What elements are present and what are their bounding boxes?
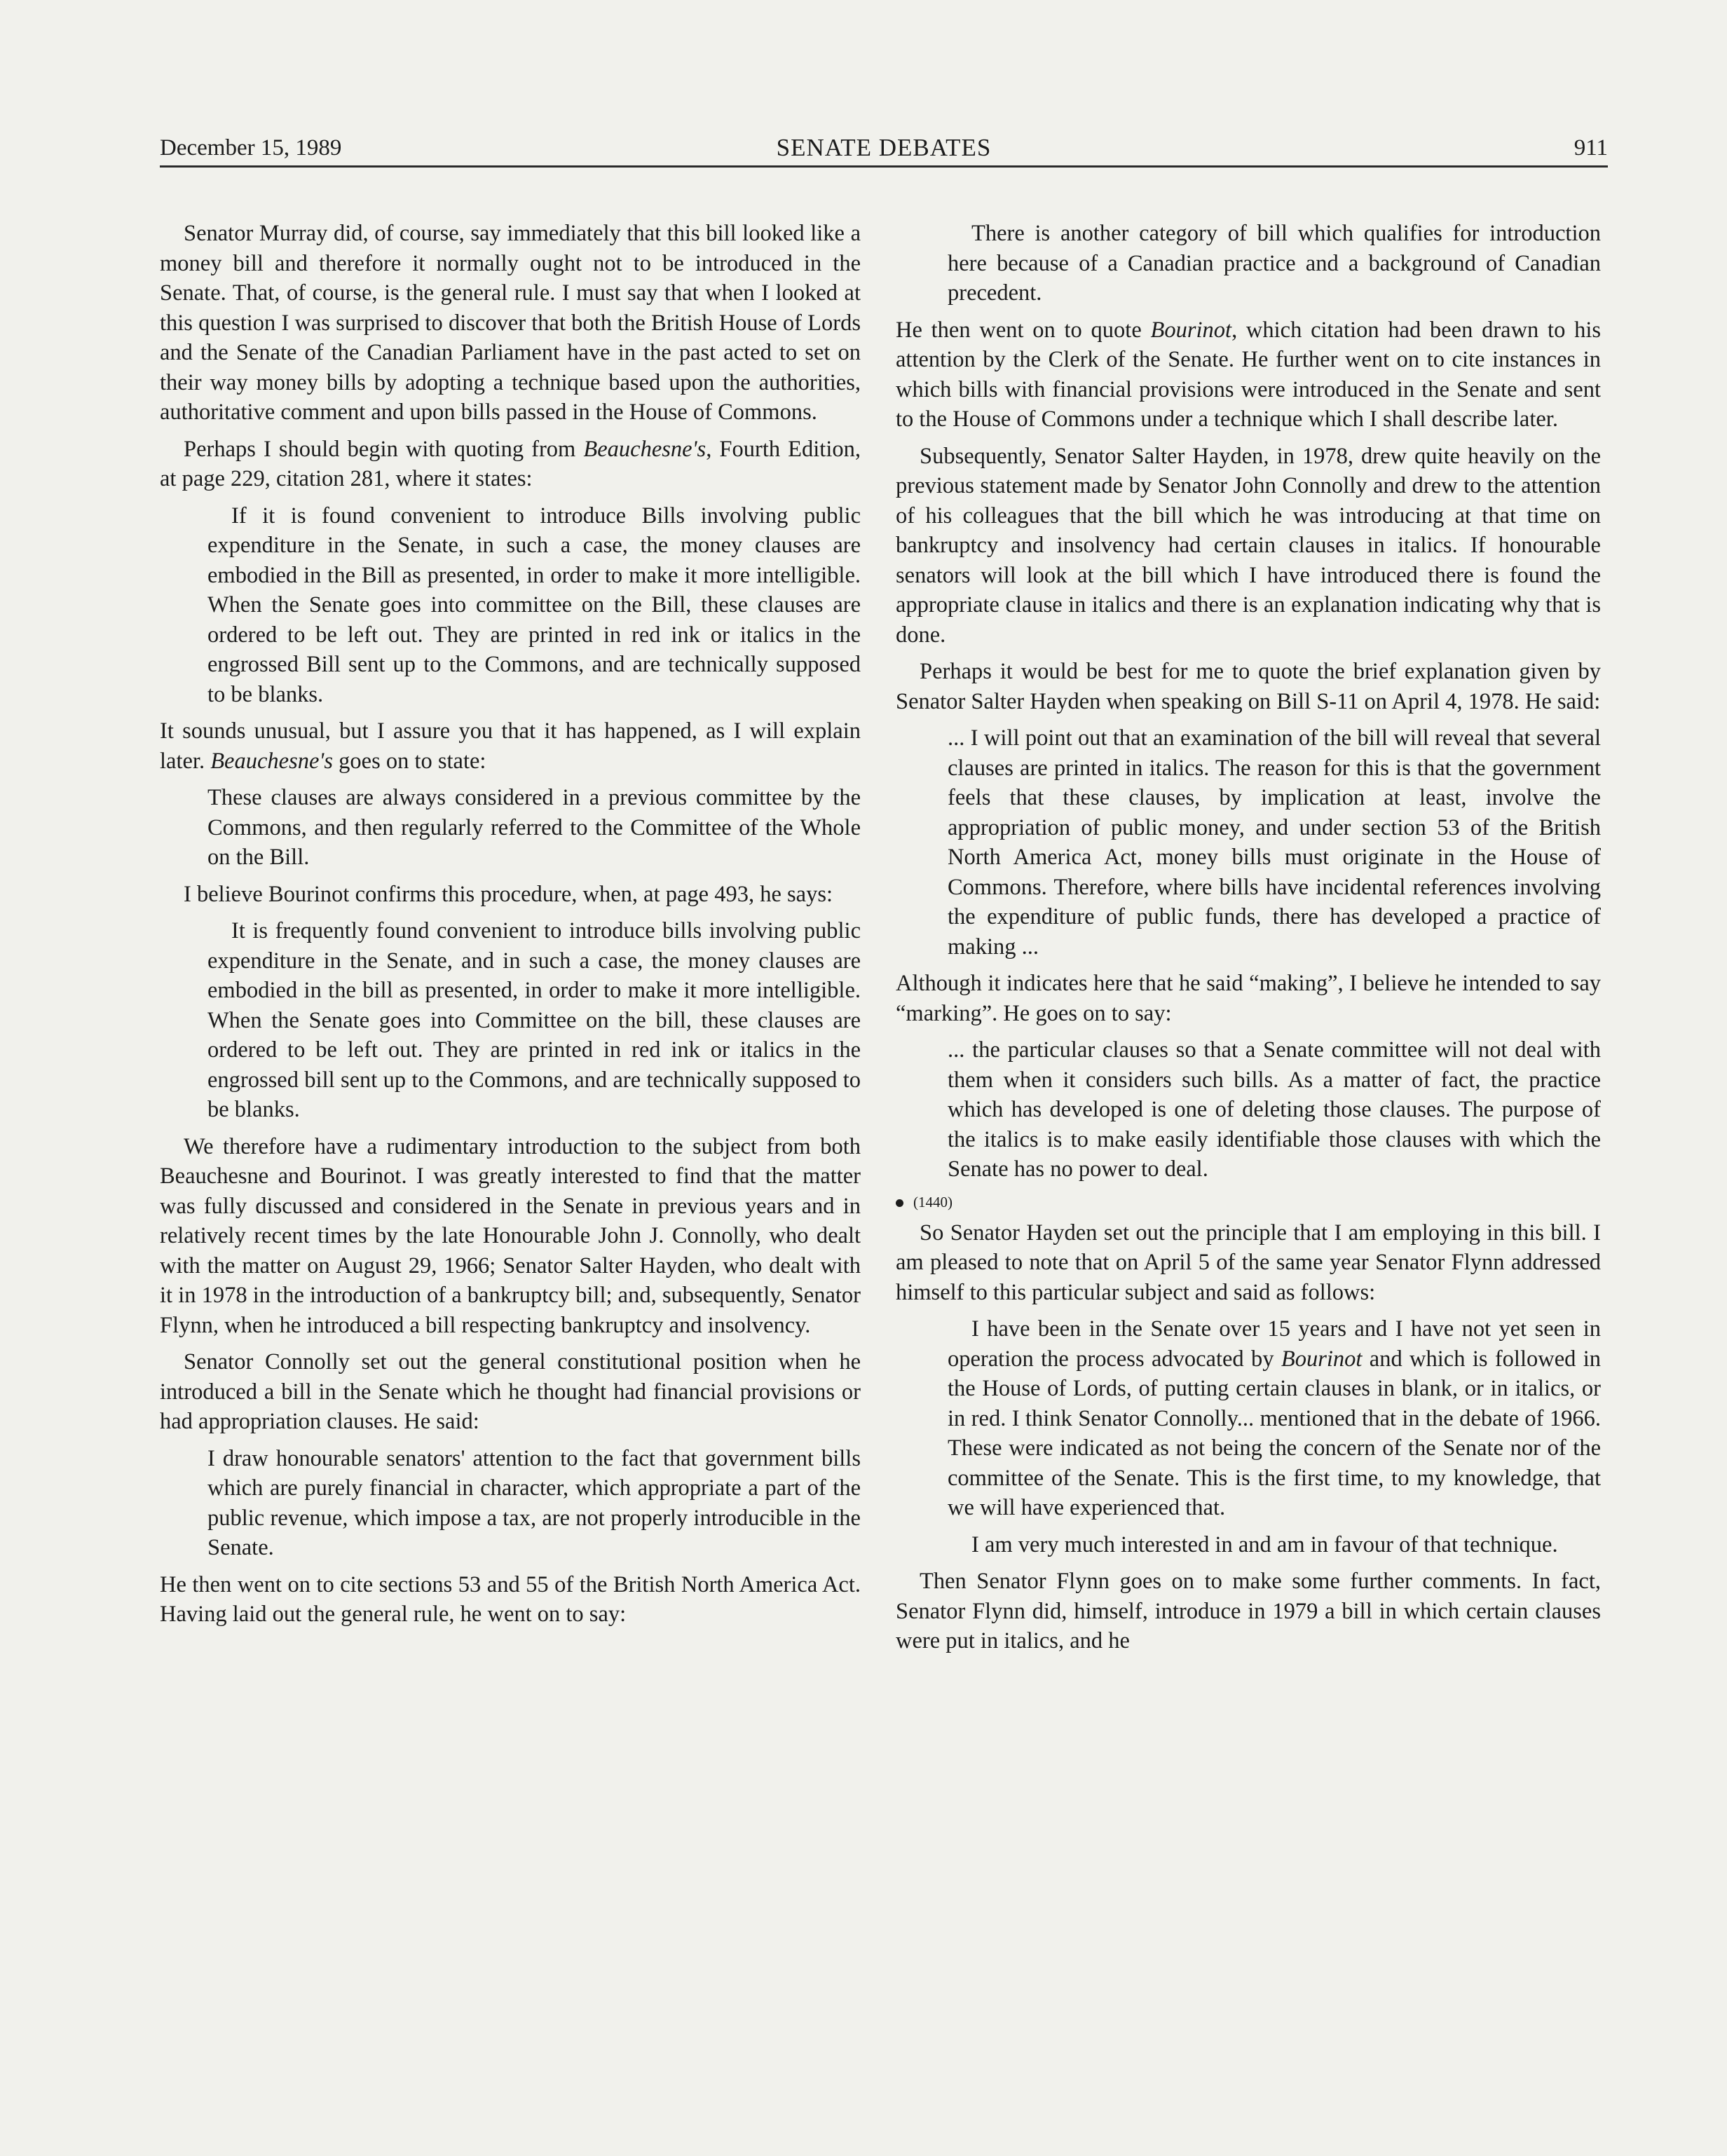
paragraph: Subsequently, Senator Salter Hayden, in 1978, drew quite heavily on the previous statement made by Senator John Connolly and drew to the attention of his colleagues that the bill which he was introducing at that time on bankruptcy and insolvency had certain clauses in italics. If honourable senators will look at the bill which I have introduced there is found the appropriate clause in italics and there is an explanation indicating why that is done.: [896, 443, 1601, 648]
block-quote: I am very much interested in and am in favour of that technique.: [971, 1531, 1558, 1557]
paragraph: Perhaps I should begin with quoting from Beauchesne's, Fourth Edition, at page 229, citation 281, where it states:: [160, 436, 861, 491]
paragraph: Then Senator Flynn goes on to make some further comments. In fact, Senator Flynn did, himself, introduce in 1979 a bill in which certain clauses were put in italics, and he: [896, 1569, 1601, 1653]
paragraph: He then went on to cite sections 53 and 55 of the British North America Act. Having laid out the general rule, he went on to say:: [160, 1571, 861, 1627]
header-rule: [160, 165, 1608, 168]
block-quote: ... I will point out that an examination of the bill will reveal that several clauses are printed in italics. The reason for this is that the government feels that these clauses, by implication at least, involve the appropriation of public money, and under section 53 of the British North America Act, money bills must originate in the House of Commons. Therefore, where bills have incidental references involving the expenditure of public funds, there has developed a practice of making ...: [948, 725, 1601, 960]
paragraph: Senator Connolly set out the general constitutional position when he introduced a bill in the Senate which he thought had financial provisions or had appropriation clauses. He said:: [160, 1349, 861, 1434]
paragraph: Although it indicates here that he said “making”, I believe he intended to say “marking”. He goes on to say:: [896, 971, 1601, 1026]
bullet-icon: [896, 1199, 903, 1207]
left-column: [160, 219, 861, 1637]
paragraph: I believe Bourinot confirms this procedure, when, at page 493, he says:: [184, 881, 833, 907]
block-quote: There is another category of bill which qualifies for introduction here because of a Canadian practice and a background of Canadian precedent.: [948, 221, 1601, 306]
block-quote: I have been in the Senate over 15 years and I have not yet seen in operation the process advocated by Bourinot and which is followed in the House of Lords, of putting certain clauses in blank, or in italics, or in red. I think Senator Connolly... mentioned that in the debate of 1966. These were indicated as not being the concern of the Senate nor of the committee of the Senate. This is the first time, to my knowledge, that we will have experienced that.: [948, 1316, 1601, 1520]
paragraph: He then went on to quote Bourinot, which citation had been drawn to his attention by the Clerk of the Senate. He further went on to cite instances in which bills with financial provisions were introduced in the Senate and sent to the House of Commons under a technique which I shall describe later.: [896, 317, 1602, 432]
page-number: 911: [1574, 135, 1608, 161]
paragraph: Senator Murray did, of course, say immediately that this bill looked like a money bill and therefore it normally ought not to be introduced in the Senate. That, of course, is the general rule. I must say that when I looked at this question I was surprised to discover that both the British House of Lords and the Senate of the Canadian Parliament have in the past acted to set on their way money bills by adopting a technique based upon the authorities, authoritative comment and upon bills passed in the House of Commons.: [160, 221, 861, 425]
block-quote: I draw honourable senators' attention to the fact that government bills which are purely financial in character, which appropriate a part of the public revenue, which impose a tax, are not properly introducible in the Senate.: [207, 1445, 861, 1560]
block-quote: If it is found convenient to introduce Bills involving public expenditure in the Senate, in such a case, the money clauses are embodied in the Bill as presented, in order to make it more intelligible. When the Senate goes into committee on the Bill, these clauses are ordered to be left out. They are printed in red ink or italics in the engrossed Bill sent up to the Commons, and are technically supposed to be blanks.: [207, 503, 861, 707]
paragraph: So Senator Hayden set out the principle that I am employing in this bill. I am pleased to note that on April 5 of the same year Senator Flynn addressed himself to this particular subject and said as follows:: [896, 1220, 1601, 1305]
paragraph: We therefore have a rudimentary introduction to the subject from both Beauchesne and Bourinot. I was greatly interested to find that the matter was fully discussed and considered in the Senate in previous years and in relatively recent times by the late Honourable John J. Connolly, who dealt with the matter on August 29, 1966; Senator Salter Hayden, who dealt with it in 1978 in the introduction of a bankruptcy bill; and, subsequently, Senator Flynn, when he introduced a bill respecting bankruptcy and insolvency.: [160, 1133, 861, 1338]
paragraph: Perhaps it would be best for me to quote the brief explanation given by Senator Salter Hayden when speaking on Bill S-11 on April 4, 1978. He said:: [896, 659, 1601, 714]
time-marker: (1440): [896, 1192, 1601, 1213]
header-title: SENATE DEBATES: [776, 134, 992, 161]
paragraph: It sounds unusual, but I assure you that it has happened, as I will explain later. Beauchesne's goes on to state:: [160, 718, 861, 774]
right-column: [896, 219, 1601, 1663]
block-quote: These clauses are always considered in a previous committee by the Commons, and then regularly referred to the Committee of the Whole on the Bill.: [207, 785, 861, 870]
header-date: December 15, 1989: [160, 135, 342, 161]
block-quote: It is frequently found convenient to introduce bills involving public expenditure in the Senate, and in such a case, the money clauses are embodied in the bill as presented, in order to make it more intelligible. When the Senate goes into Committee on the bill, these clauses are ordered to be left out. They are printed in red ink or italics in the engrossed bill sent up to the Commons, and are technically supposed to be blanks.: [207, 918, 861, 1122]
page-header: [160, 130, 1608, 165]
block-quote: ... the particular clauses so that a Senate committee will not deal with them when it considers such bills. As a matter of fact, the practice which has developed is one of deleting those clauses. The purpose of the italics is to make easily identifiable those clauses with which the Senate has no power to deal.: [948, 1037, 1601, 1182]
